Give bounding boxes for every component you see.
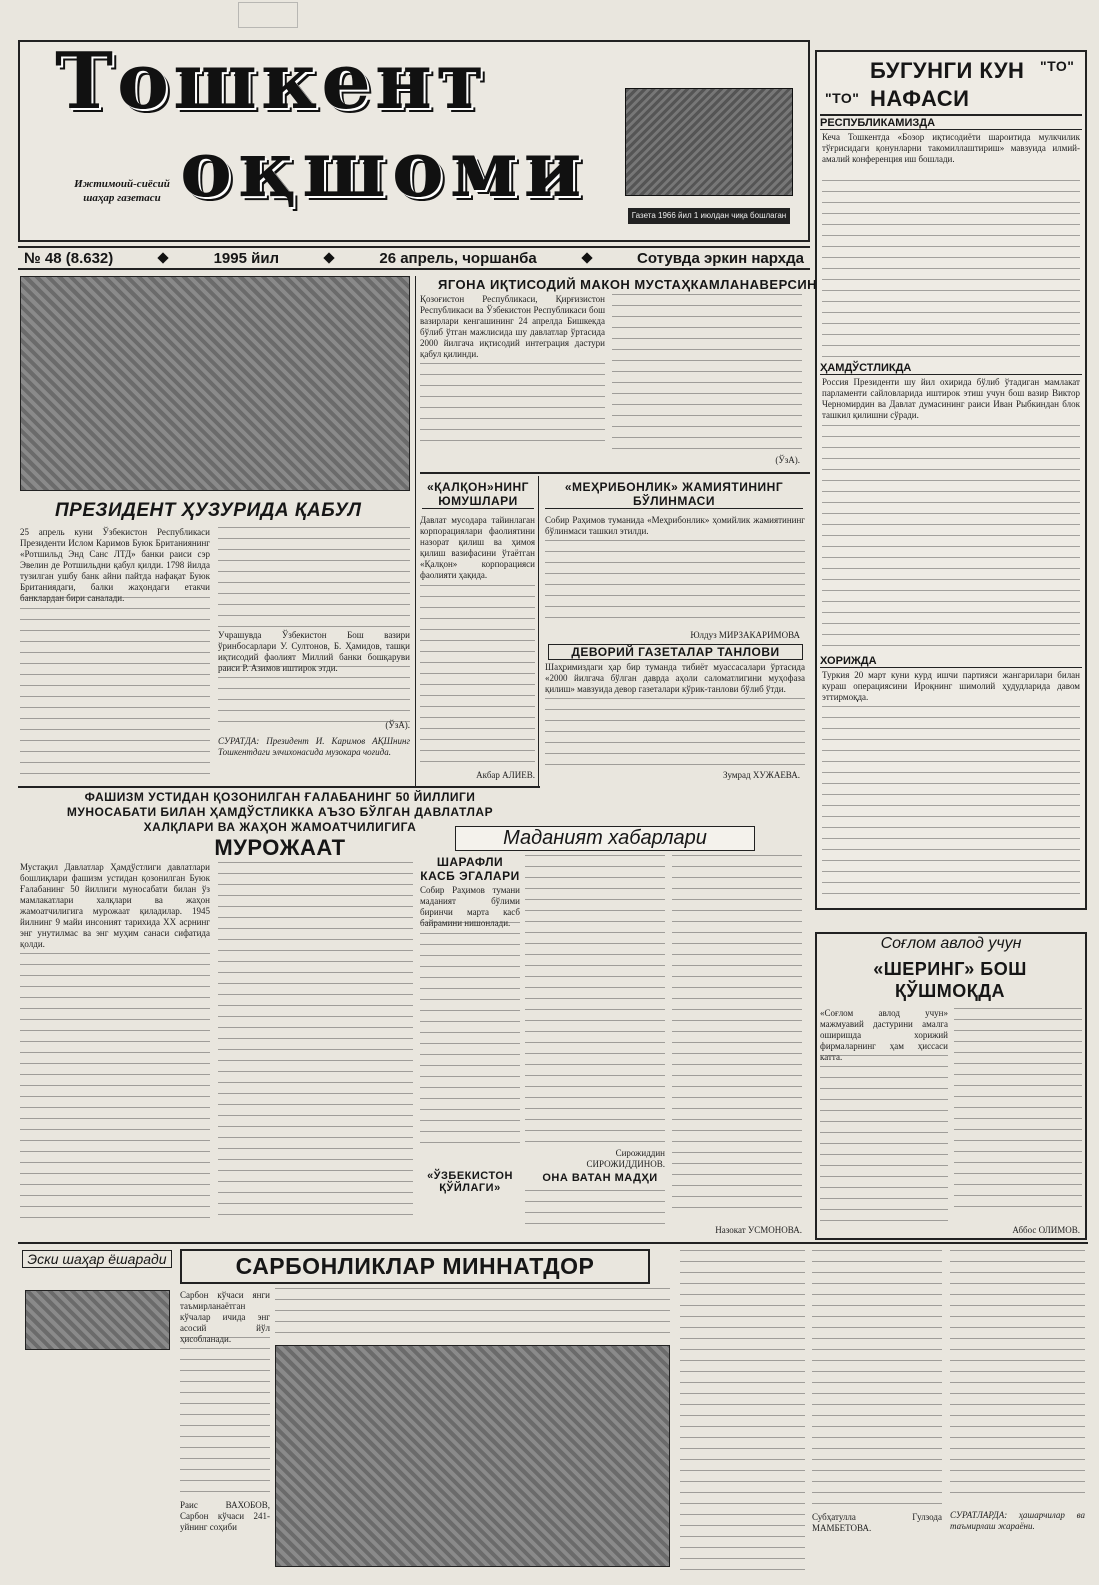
- sarbon-text-block: [680, 1250, 805, 1570]
- president-text: Учрашувда Ўзбекистон Бош вазири ўринбосарлари У. Султонов, Б. Ҳамидов, ташқи иқтисодий фаолият Миллий банки бошқаруви раиси Р. Азимов иштирок этди.: [218, 630, 410, 673]
- mehr-signature: Юлдуз МИРЗАКАРИМОВА: [690, 630, 800, 640]
- kalkon-text-block: [420, 585, 535, 765]
- sidebar-section-title: ҲАМДЎСТЛИКДА: [820, 362, 1082, 375]
- ona-headline: ОНА ВАТАН МАДҲИ: [542, 1172, 658, 1184]
- devoriy-headline: ДЕВОРИЙ ГАЗЕТАЛАР ТАНЛОВИ: [548, 644, 803, 660]
- building-photo: [25, 1290, 170, 1350]
- issue-sale: Сотувда эркин нархда: [637, 249, 804, 267]
- kalkon-text: Давлат мусодара тайинлаган корпорациялари фаолиятини назорат қилиш ва ҳимоя қилиш вазифасини ўтаётган «Қалқон» корпорацияси фаолияти ҳақида.: [420, 515, 535, 580]
- appeal-title: МУРОЖААТ: [214, 835, 346, 860]
- culture-banner: Маданият хабарлари: [455, 826, 755, 851]
- sidebar-text-block: [822, 425, 1080, 650]
- eski-banner: Эски шаҳар ёшаради: [22, 1250, 172, 1268]
- president-photo-caption: СУРАТДА: Президент И. Каримов АҚШнинг Тошкентдаги элчихонасида музокара чоғида.: [218, 736, 410, 757]
- archive-stamp: [238, 2, 298, 28]
- devoriy-text-block: [545, 698, 805, 766]
- yagona-headline: ЯГОНА ИҚТИСОДИЙ МАКОН МУСТАҲКАМЛАНАВЕРСИН: [438, 277, 818, 292]
- shering-text-block: [954, 1008, 1082, 1213]
- sidebar-header-line1: БУГУНГИ КУН: [870, 58, 1025, 83]
- culture-text-block: [672, 855, 802, 1210]
- mehr-text: Собир Раҳимов туманида «Меҳрибонлик» ҳомийлик жамиятининг бўлинмаси ташкил этилди.: [545, 515, 805, 536]
- masthead-title-line2: оқшоми: [180, 124, 588, 215]
- sidebar-note: Кеча Тошкентда «Бозор иқтисодиёти шароитида мулкчилик тўғрисидаги қонунларни такомиллаштириш» мавзуида илмий-амалий конференция иш бошлади.: [822, 132, 1080, 164]
- yagona-text-block: [612, 294, 802, 454]
- masthead-photo-caption: Газета 1966 йил 1 июлдан чиқа бошлаган: [628, 208, 790, 224]
- sharafli-text-block: [420, 922, 520, 1147]
- shering-text-block: [820, 1055, 948, 1225]
- mehr-headline: «МЕҲРИБОНЛИК» ЖАМИЯТИНИНГ БЎЛИНМАСИ: [545, 480, 803, 509]
- section-divider: [18, 786, 540, 788]
- sarbon-text-block: [180, 1337, 270, 1497]
- diamond-icon: [158, 252, 169, 263]
- president-text-block: [20, 597, 210, 777]
- sarbon-text-block: [812, 1250, 942, 1510]
- president-meeting-photo: [20, 276, 410, 491]
- sharafli-signature: Сирожиддин СИРОЖИДДИНОВ.: [586, 1148, 665, 1169]
- appeal-text: Мустақил Давлатлар Ҳамдўстлиги давлатлари бошлиқлари фашизм устидан қозонилган Буюк Ғалабанинг 50 йиллиги муносабати билан ўз мамлакатлари халқлари ва жаҳон жамоатчилигига мурожаат қиладилар. 1945 йилнинг 9 майи инсоният тарихида ХХ асрнинг энг унутилмас ва энг муҳим санаси сифатида қолди.: [20, 862, 210, 949]
- sarbon-signature: Раис ВАХОБОВ, Сарбон кўчаси 241-уйнинг соҳиби: [180, 1500, 270, 1532]
- yagona-text-block: [420, 363, 605, 443]
- shering-headline: «ШЕРИНГ» БОШ ҚЎШМОҚДА: [873, 959, 1027, 1001]
- president-text-block: [218, 527, 410, 627]
- appeal-headline: ФАШИЗМ УСТИДАН ҚОЗОНИЛГАН ҒАЛАБАНИНГ 50 ЙИЛЛИГИ МУНОСАБАТИ БИЛАН ҲАМДЎСТЛИККА АЪЗО БЎЛГАН ДАВЛАТЛАР ХАЛҚЛАРИ ВА ЖАҲОН ЖАМОАТЧИЛИГИГА: [66, 790, 494, 834]
- sharafli-text: Собир Раҳимов тумани маданият бўлими биринчи марта касб байрамини нишонлади.: [420, 885, 520, 928]
- masthead-title-line1: Тошкент: [55, 36, 489, 127]
- sidebar-header-to1: "ТО": [1040, 58, 1075, 74]
- sharafli-headline: ШАРАФЛИ КАСБ ЭГАЛАРИ: [420, 855, 520, 883]
- devoriy-text: Шаҳримиздаги ҳар бир туманда тибиёт муассасалари ўртасида «2000 йилгача бўлган даврда аҳоли саломатлигини муҳофаза қилиш» мавзуида девор газеталари кўрик-танлови бўлиб ўтди.: [545, 662, 805, 694]
- appeal-text-block: [218, 862, 413, 1218]
- appeal-text-block: [20, 953, 210, 1218]
- issue-date: 26 апрель, чоршанба: [379, 249, 537, 267]
- uzb-headline: «ЎЗБЕКИСТОН ҚЎЙЛАГИ»: [427, 1170, 513, 1194]
- sidebar-text-block: [822, 706, 1080, 904]
- section-divider: [18, 1242, 1088, 1244]
- ona-text-block: [525, 1190, 665, 1230]
- yagona-signature: (ЎзА).: [775, 455, 800, 465]
- sidebar-note: Россия Президенти шу йил охирида бўлиб ўтадиган мамлакат парламенти сайловларида иштирок этиш учун бош вазир Виктор Черномирдин ва Давлат думасининг раиси Иван Рыбкиндан блок ташкил қилишни сўради.: [822, 377, 1080, 420]
- president-headline: ПРЕЗИДЕНТ ҲУЗУРИДА ҚАБУЛ: [55, 500, 362, 521]
- section-divider: [420, 472, 810, 474]
- devoriy-signature: Зумрад ХУЖАЕВА.: [722, 770, 800, 780]
- kalkon-headline: «ҚАЛҚОН»НИНГ ЮМУШЛАРИ: [422, 480, 534, 509]
- masthead-photo: [625, 88, 793, 196]
- president-text: 25 апрель куни Ўзбекистон Республикаси Президенти Ислом Каримов Буюк Британиянинг «Ротшильд Энд Санс ЛТД» банки раиси сэр Эвелин де Ротшильдни қабул қилди. 1798 йилда тузилган ушбу банк айни пайтда нафақат Буюк Британиядаги, балки жаҳондаги етакчи банклардан бири саналади.: [20, 527, 210, 603]
- sidebar-note: Туркия 20 март куни курд ишчи партияси жангарилари билан кураш операциясини Ироқнинг шимолий ҳудудларида давом эттирмоқда.: [822, 670, 1080, 702]
- sharafli-text-block: [525, 855, 665, 1145]
- sarbon-text: Сарбон кўчаси янги таъмирланаётган кўчалар ичида энг асосий йўл ҳисобланади.: [180, 1290, 270, 1344]
- shering-text: «Соғлом авлод учун» мажмуавий дастурини амалга оширишда хорижий фирмаларнинг ҳам ҳиссаси катта.: [820, 1008, 948, 1062]
- issue-bar: [18, 246, 810, 270]
- diamond-icon: [324, 252, 335, 263]
- issue-number: № 48 (8.632): [24, 249, 114, 267]
- sarbon-text-block: [950, 1250, 1085, 1500]
- ona-signature: Назокат УСМОНОВА.: [715, 1225, 802, 1235]
- sarbon-text-block: [275, 1288, 670, 1338]
- sidebar-section-title: РЕСПУБЛИКАМИЗДА: [820, 117, 1082, 130]
- sidebar-header-line2: НАФАСИ: [870, 86, 970, 111]
- diamond-icon: [581, 252, 592, 263]
- issue-year: 1995 йил: [213, 249, 280, 267]
- sarbon-signature: Субҳатулла Гулзода МАМБЕТОВА.: [812, 1512, 942, 1533]
- sidebar-section-title: ХОРИЖДА: [820, 655, 1082, 668]
- sarbon-photo-caption: СУРАТЛАРДА: ҳашарчилар ва таъмирлаш жараёни.: [950, 1510, 1085, 1531]
- sidebar-divider: [820, 114, 1082, 116]
- masthead-subtitle: Ижтимоий-сиёсий шаҳар газетаси: [74, 178, 170, 204]
- sarbon-headline: САРБОНЛИКЛАР МИННАТДОР: [180, 1249, 650, 1284]
- column-divider: [538, 476, 539, 788]
- president-signature: (ЎзА).: [385, 720, 410, 730]
- kalkon-signature: Акбар АЛИЕВ.: [476, 770, 535, 780]
- shering-signature: Аббос ОЛИМОВ.: [1012, 1225, 1080, 1235]
- column-divider: [415, 276, 416, 788]
- construction-photo: [275, 1345, 670, 1567]
- sidebar-header-to2: "ТО": [825, 90, 860, 106]
- health-banner: Соғлом авлод учун: [880, 935, 1022, 952]
- mehr-text-block: [545, 540, 805, 626]
- sidebar-text-block: [822, 180, 1080, 360]
- yagona-text: Қозоғистон Республикаси, Қирғизистон Республикаси ва Ўзбекистон Республикаси бош вазирлари кенгашининг 24 апрелда Бишкекда бўлиб ўтган мажлисида шу давлатлар ўртасида 2000 йилгача иқтисодий интеграция дастури қабул қилинди.: [420, 294, 605, 359]
